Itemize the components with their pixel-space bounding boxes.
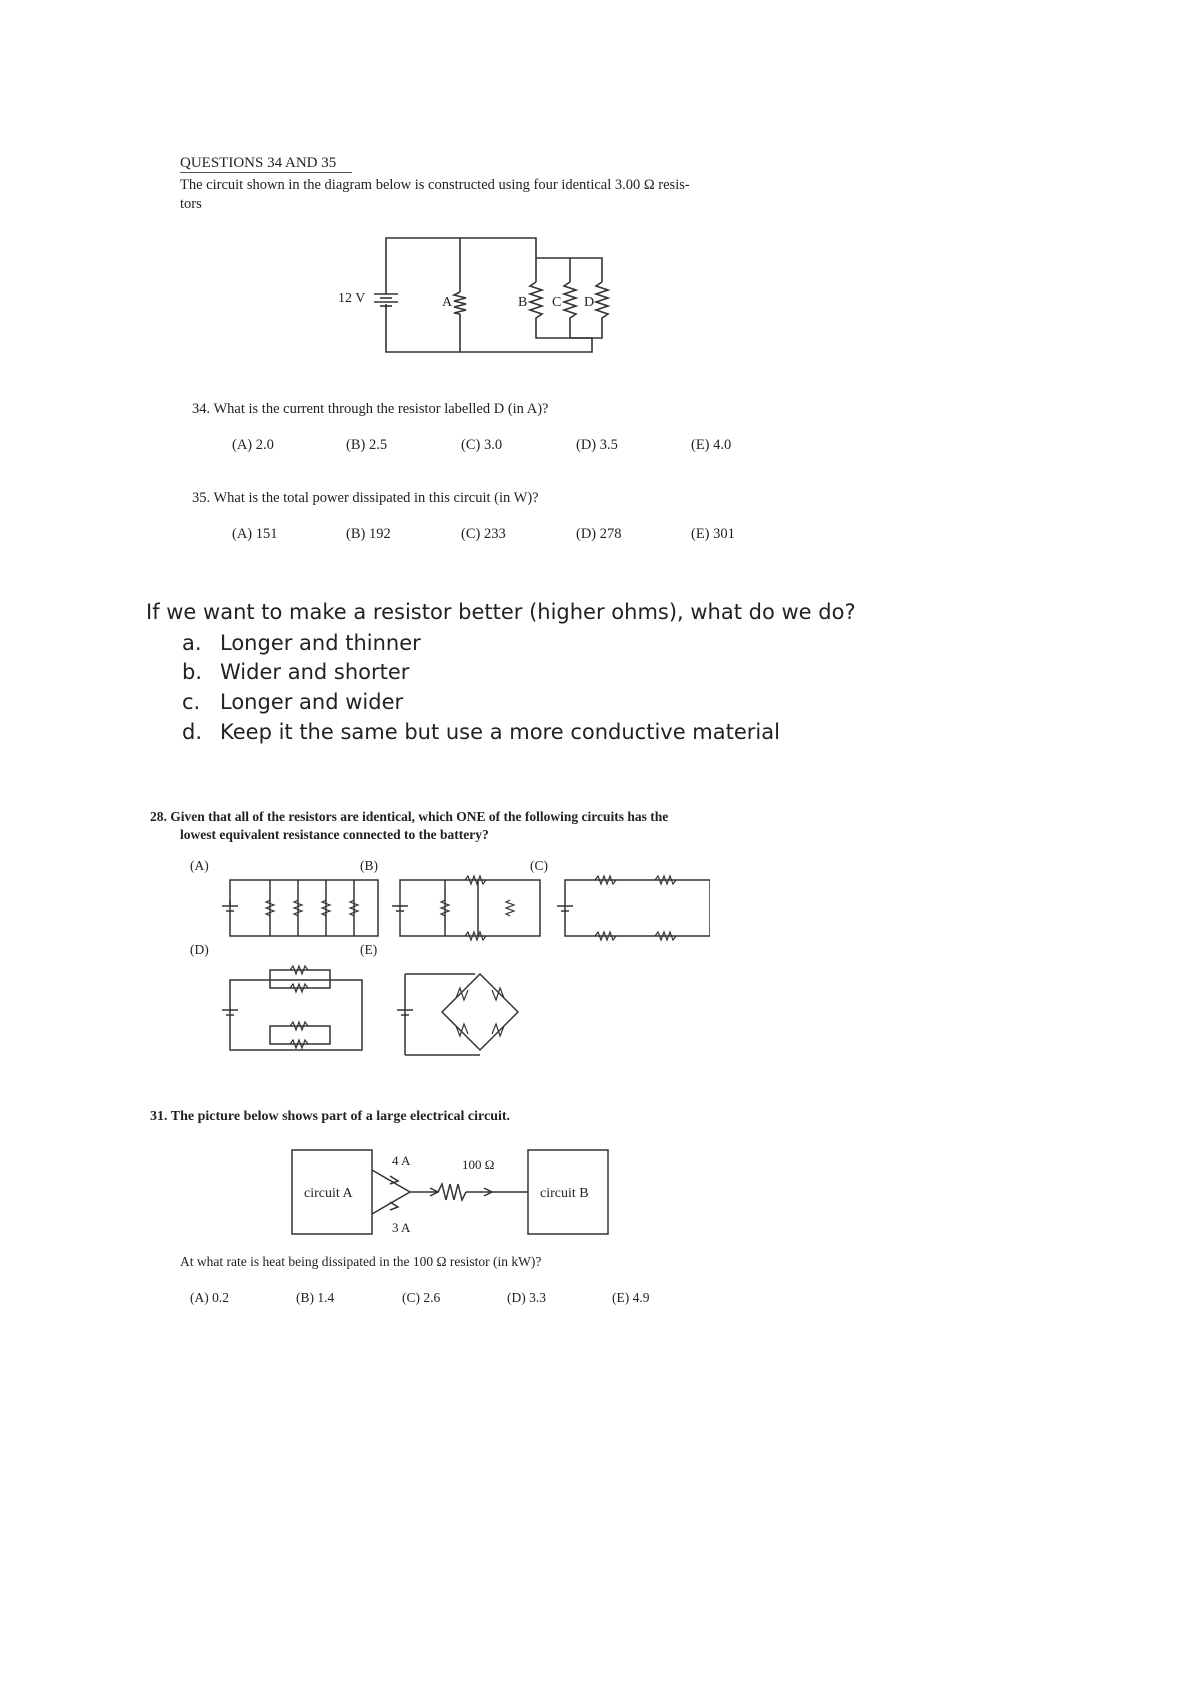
intro-line-1: The circuit shown in the diagram below is constructed using four identical 3.00 Ω resis- (180, 177, 690, 193)
resistor-option-c[interactable] (182, 688, 403, 716)
option-letter: a. (182, 631, 202, 655)
q35-option-e[interactable]: (E) 301 (691, 526, 735, 542)
q34-option-d[interactable]: (D) 3.5 (576, 437, 618, 453)
resistor-option-b[interactable] (182, 658, 409, 686)
option-letter: c. (182, 690, 201, 714)
q35-option-c[interactable]: (C) 233 (461, 526, 506, 542)
option-text: Longer and thinner (220, 631, 421, 655)
resistor-value-label: 100 Ω (462, 1157, 495, 1172)
question-31-prompt: At what rate is heat being dissipated in the 100 Ω resistor (in kW)? (180, 1254, 542, 1269)
q28-label-e: (E) (360, 942, 378, 957)
circuit-a-label: circuit A (304, 1186, 353, 1201)
resistor-option-d[interactable] (182, 718, 780, 746)
question-35: 35. What is the total power dissipated in this circuit (in W)? (192, 490, 539, 506)
q31-option-e[interactable]: (E) 4.9 (612, 1290, 650, 1305)
q34-option-c[interactable]: (C) 3.0 (461, 437, 503, 453)
resistor-question: If we want to make a resistor better (higher ohms), what do we do? (146, 600, 856, 624)
q34-option-a[interactable]: (A) 2.0 (232, 437, 274, 453)
circuit-b-label: circuit B (540, 1186, 589, 1201)
resistor-label-c: C (552, 295, 562, 310)
current-top-label: 4 A (392, 1153, 411, 1168)
q31-option-b[interactable]: (B) 1.4 (296, 1290, 335, 1305)
q35-option-b[interactable]: (B) 192 (346, 526, 391, 542)
circuit-diagram-34 (320, 230, 620, 360)
resistor-label-a: A (442, 295, 453, 310)
q34-option-b[interactable]: (B) 2.5 (346, 437, 388, 453)
q35-option-a[interactable]: (A) 151 (232, 526, 278, 542)
section-heading: QUESTIONS 34 AND 35 (180, 155, 337, 171)
q31-option-a[interactable]: (A) 0.2 (190, 1290, 229, 1305)
option-text: Longer and wider (220, 690, 404, 714)
q28-label-d: (D) (190, 942, 209, 957)
question-28-line-2: lowest equivalent resistance connected to the battery? (180, 827, 489, 842)
q28-label-c: (C) (530, 858, 548, 873)
option-text: Wider and shorter (220, 660, 410, 684)
question-31: 31. The picture below shows part of a large electrical circuit. (150, 1109, 511, 1124)
intro-line-2: tors (180, 196, 202, 212)
current-bottom-label: 3 A (392, 1220, 411, 1235)
q28-label-b: (B) (360, 858, 378, 873)
q31-option-c[interactable]: (C) 2.6 (402, 1290, 441, 1305)
q31-diagram (280, 1140, 640, 1250)
question-28-line-1: 28. Given that all of the resistors are identical, which ONE of the following circuits has the (150, 809, 669, 824)
resistor-option-a[interactable] (182, 629, 421, 657)
battery-label: 12 V (338, 291, 366, 306)
q31-option-d[interactable]: (D) 3.3 (507, 1290, 546, 1305)
intro-text (180, 176, 780, 214)
q28-label-a: (A) (190, 858, 209, 873)
option-text: Keep it the same but use a more conductive material (220, 720, 780, 744)
resistor-label-d: D (584, 295, 595, 310)
option-letter: d. (182, 720, 203, 744)
q28-circuits (210, 870, 710, 1060)
option-letter: b. (182, 660, 203, 684)
question-34: 34. What is the current through the resistor labelled D (in A)? (192, 401, 549, 417)
resistor-label-b: B (518, 295, 528, 310)
q34-option-e[interactable]: (E) 4.0 (691, 437, 732, 453)
heading-underline (180, 172, 352, 173)
q35-option-d[interactable]: (D) 278 (576, 526, 622, 542)
